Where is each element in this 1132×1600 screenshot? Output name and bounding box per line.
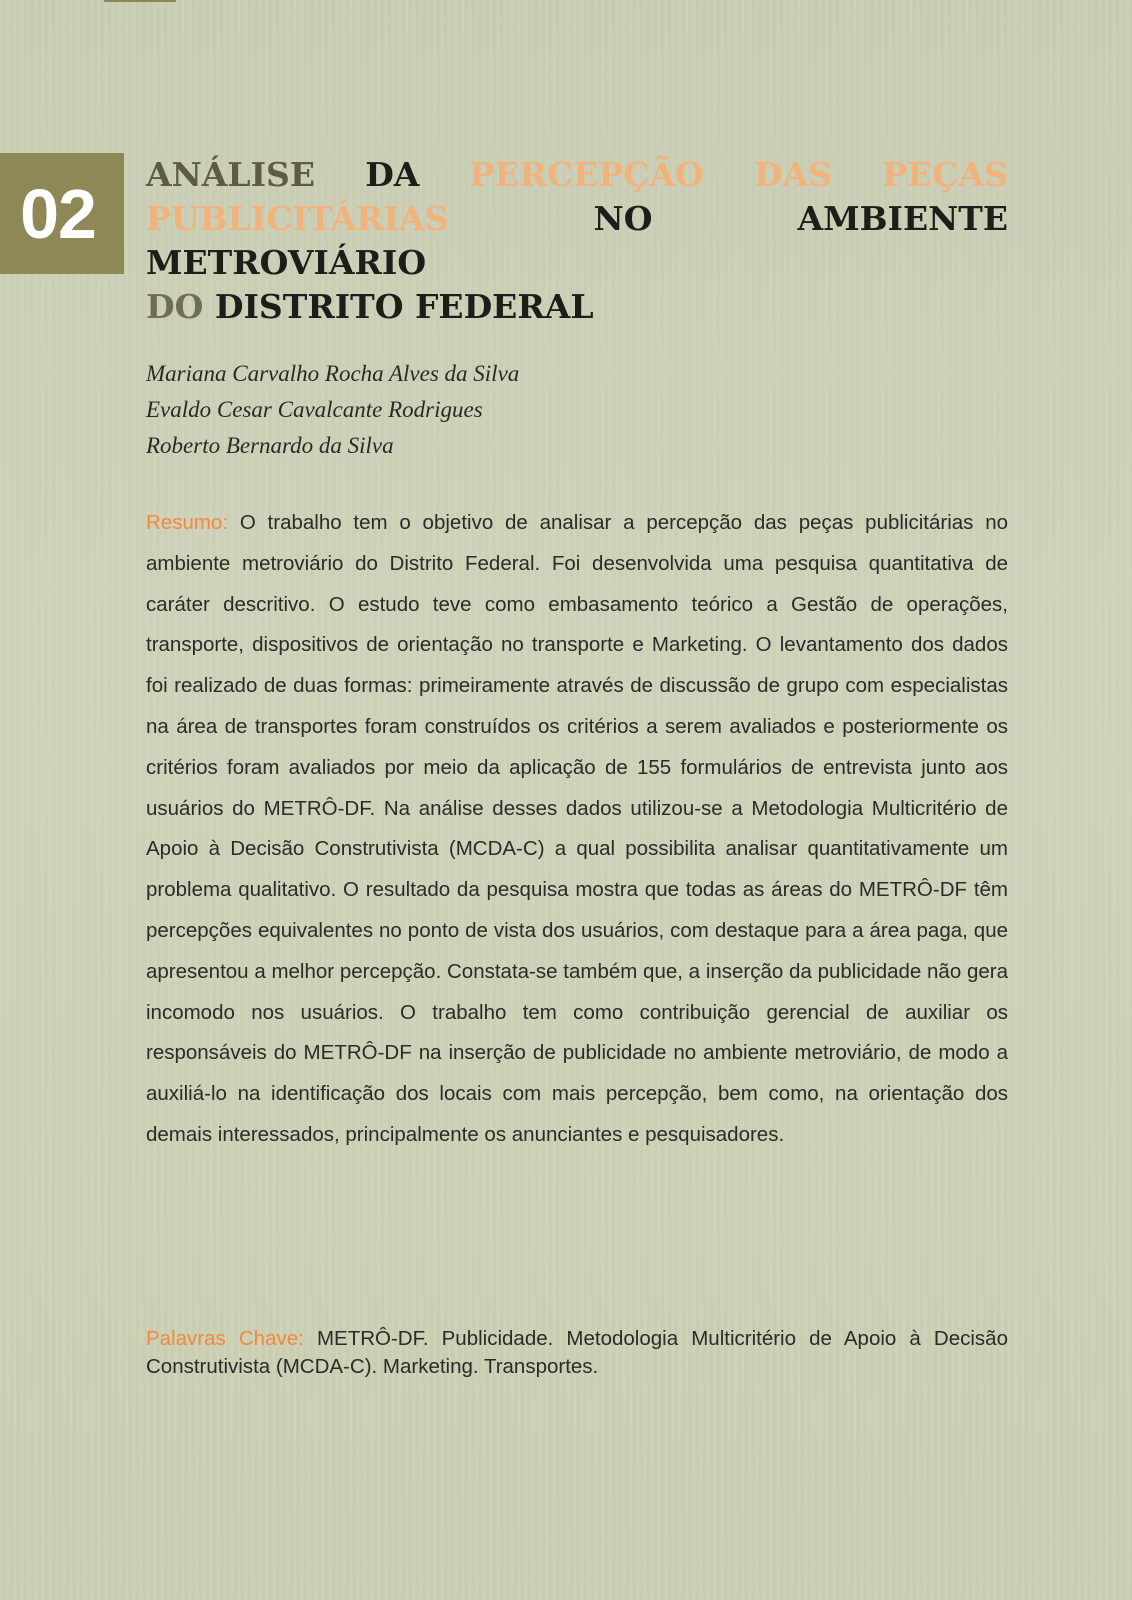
title-word: DO	[146, 287, 204, 326]
author-name: Roberto Bernardo da Silva	[146, 433, 394, 458]
title-word: ANÁLISE	[146, 155, 315, 194]
article-title	[146, 153, 1008, 329]
title-word: PERCEPÇÃO	[469, 155, 704, 194]
title-word: PUBLICITÁRIAS	[146, 199, 449, 238]
abstract-label: Resumo:	[146, 511, 229, 534]
keywords-text: METRÔ-DF. Publicidade. Metodologia Multicritério de Apoio à Decisão Construtivista (MCDA-C). Marketing. Transportes.	[146, 1327, 1008, 1378]
keywords-paragraph	[146, 1325, 1008, 1381]
title-word: METROVIÁRIO	[146, 243, 427, 282]
chapter-number: 02	[20, 174, 96, 253]
title-word: NO	[593, 199, 653, 238]
author-name: Mariana Carvalho Rocha Alves da Silva	[146, 361, 520, 386]
title-word: AMBIENTE	[797, 199, 1008, 238]
title-word: FEDERAL	[414, 287, 594, 326]
abstract-text: O trabalho tem o objetivo de analisar a percepção das peças publicitárias no ambiente metroviário do Distrito Federal. Foi desenvolvida uma pesquisa quantitativa de caráter descritivo. O estudo teve como embasamento teórico a Gestão de operações, transporte, dispositivos de orientação no transporte e Marketing. O levantamento dos dados foi realizado de duas formas: primeiramente através de discussão de grupo com especialistas na área de transportes foram construídos os critérios a serem avaliados e posteriormente os critérios foram avaliados por meio da aplicação de 155 formulários de entrevista junto aos usuários do METRÔ-DF. Na análise desses dados utilizou-se a Metodologia Multicritério de Apoio à Decisão Construtivista (MCDA-C) a qual possibilita analisar quantitativamente um problema qualitativo. O resultado da pesquisa mostra que todas as áreas do METRÔ-DF têm percepções equivalentes no ponto de vista dos usuários, com destaque para a área paga, que apresentou a melhor percepção. Constata-se também que, a inserção da publicidade não gera incomodo nos usuários. O trabalho tem como contribuição gerencial de auxiliar os responsáveis do METRÔ-DF na inserção de publicidade no ambiente metroviário, de modo a auxiliá-lo na identificação dos locais com mais percepção, bem como, na orientação dos demais interessados, principalmente os anunciantes e pesquisadores.	[146, 511, 1009, 1146]
top-decorative-tick	[104, 0, 176, 2]
title-word: PEÇAS	[882, 155, 1008, 194]
abstract-paragraph	[146, 503, 1008, 1156]
chapter-number-box	[0, 153, 124, 274]
keywords-label: Palavras Chave:	[146, 1327, 304, 1350]
title-word: DISTRITO	[214, 287, 404, 326]
author-list	[146, 356, 519, 464]
title-word: DA	[365, 155, 420, 194]
title-word: DAS	[754, 155, 833, 194]
author-name: Evaldo Cesar Cavalcante Rodrigues	[146, 397, 483, 422]
